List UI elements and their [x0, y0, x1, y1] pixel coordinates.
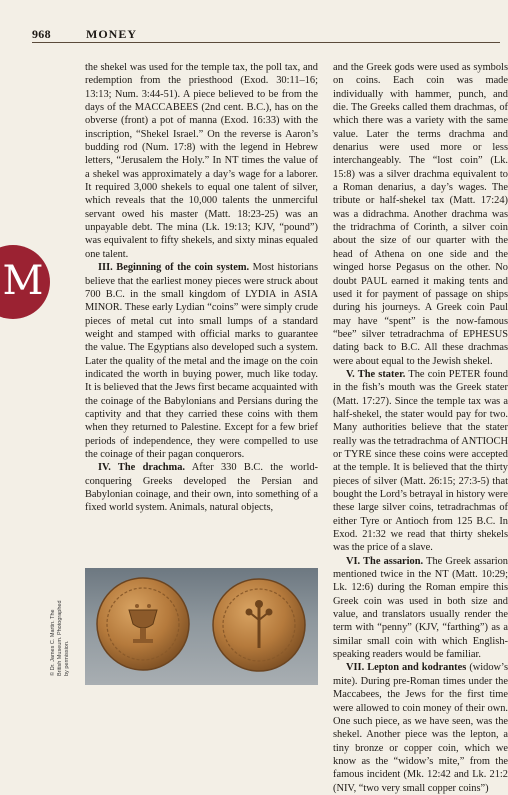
section-heading-vii: VII. Lepton and kodrantes: [346, 662, 467, 674]
section-tab-letter: M: [2, 258, 44, 304]
section-heading-v: V. The stater.: [346, 368, 406, 380]
right-column: [333, 61, 508, 795]
page-number: 968: [32, 27, 51, 41]
photo-credit: © Dr. James C. Martin. The British Museum. Photographed by permission.: [50, 600, 70, 676]
right-paragraph-4: [333, 661, 508, 794]
right-paragraph-4-text: (widow’s mite). During pre-Roman times under the Maccabees, the Jews for the first time were allowed to coin money of their own. One such piece, as we have seen, was the shekel. Another piece was the lepton, a tiny bronze or copper coin, which we know as the “widow’s mite,” from the famous incident (Mk. 12:42 and Lk. 21:2 (NIV, “two very small copper coins”): [333, 662, 508, 794]
section-tab: [0, 245, 50, 319]
right-paragraph-1: and the Greek gods were used as symbols on coins. Each coin was made individually with hammer, punch, and die. The Greeks called them drachmas, of which there was a variety with the same value. Later the terms drachma and denarius were used more or less interchangeably. The “lost coin” (Lk. 15:8) was a silver drachma equivalent to a Roman denarius, a day’s wages. The tribute or half-shekel tax (Matt. 17:24) was a didrachma. Another drachma was the tridrachma of Corinth, a silver coin about the size of our quarter with the head of Athena on one side and the winged horse Pegasus on the other. No doubt PAUL earned it making tents and used it for payment of passage on ships during his journeys. A Greek coin Paul may have “spent” is the now-famous “bee” silver tetradrachma of EPHESUS dating back to B.C. All these drachmas were about equal to the Jewish shekel.: [333, 62, 508, 367]
running-head: MONEY: [86, 27, 137, 41]
left-paragraph-2-text: Most historians believe that the earliest money pieces were struck about 700 B.C. in the small kingdom of LYDIA in ASIA MINOR. These early Lydian “coins” were simply crude pieces of metal cut into small lumps of a standard weight and stamped with official marks to guarantee the value. The Egyptians also developed such a system. Later the quality of the metal and the image on the coin indicated the worth in buying power, much like today. It is believed that the Jews first became acquainted with the coinage of the Babylonians and Persians during the captivity and that they carried these coins with them when they returned to Palestine. Except for a few brief periods of independence, they were compelled to use the coinage of their pagan conquerors.: [85, 262, 318, 460]
left-paragraph-2: [85, 261, 318, 461]
left-paragraph-3: [85, 461, 318, 514]
left-paragraph-1: the shekel was used for the temple tax, the poll tax, and redemption from the priesthood (Exod. 30:11–16; 13:13; Num. 3:44-51). A piece believed to be from the days of the MACCABEES (2nd cent. B.C.), has on the obverse (front) a pot of manna (Exod. 16:33) with the inscription, “Shekel Israel.” On the reverse is Aaron’s budding rod (Num. 17:8) with the legend in Hebrew letters, “Jerusalem the Holy.” In NT times the value of a shekel was approximately a day’s wage for a laborer. It required 3,000 shekels to equal one talent of silver, which reveals that the 10,000 talents the unmerciful servant owed his master (Matt. 18:23-25) was an unpayable debt. The mina (Lk. 19:13; KJV, “pound”) was equivalent to fifty shekels, and sixty minas equaled one talent.: [85, 62, 318, 260]
right-paragraph-3-text: The Greek assarion mentioned twice in the NT (Matt. 10:29; Lk. 12:6) during the Roman empire this Greek coin was used in both size and value, and translators usually render the term with “penny” (KJV, “farthing”) as a similar small coin with which English-speaking readers would be familiar.: [333, 555, 508, 661]
section-heading-iv: IV. The drachma.: [98, 462, 185, 474]
header-rule: [32, 42, 500, 43]
shekel-obverse-coin: [97, 578, 189, 670]
left-paragraph-3-text: After 330 B.C. the world-conquering Greeks developed the Persian and Babylonian coinage, and their own, into something of a fixed world system. Animals, natural objects,: [85, 462, 318, 514]
coin-photo: [85, 568, 318, 685]
section-heading-vi: VI. The assarion.: [346, 555, 424, 567]
section-heading-iii: III. Beginning of the coin system.: [98, 262, 250, 274]
right-paragraph-3: [333, 555, 508, 662]
left-column: [85, 61, 318, 515]
coin-illustration: [85, 568, 318, 685]
right-paragraph-2-text: The coin PETER found in the fish’s mouth was the Greek stater (Matt. 17:27). Since the temple tax was a half-shekel, the stater would pay for two. Many authorities believe that the stater really was the tetradrachma of ANTIOCH or TYRE since these coins were accepted at the temple. It is believed that the thirty pieces of silver (Matt. 26:15; 27:3-5) that bought the Lord’s betrayal in history were these large silver coins, tetradrachmas of either Tyre or Antioch from 125 B.C. In Exod. 21:32 we read that thirty shekels was the price of a slave.: [333, 368, 508, 554]
shekel-reverse-coin: [213, 579, 305, 671]
page-header: [0, 0, 500, 42]
right-paragraph-2: [333, 368, 508, 555]
